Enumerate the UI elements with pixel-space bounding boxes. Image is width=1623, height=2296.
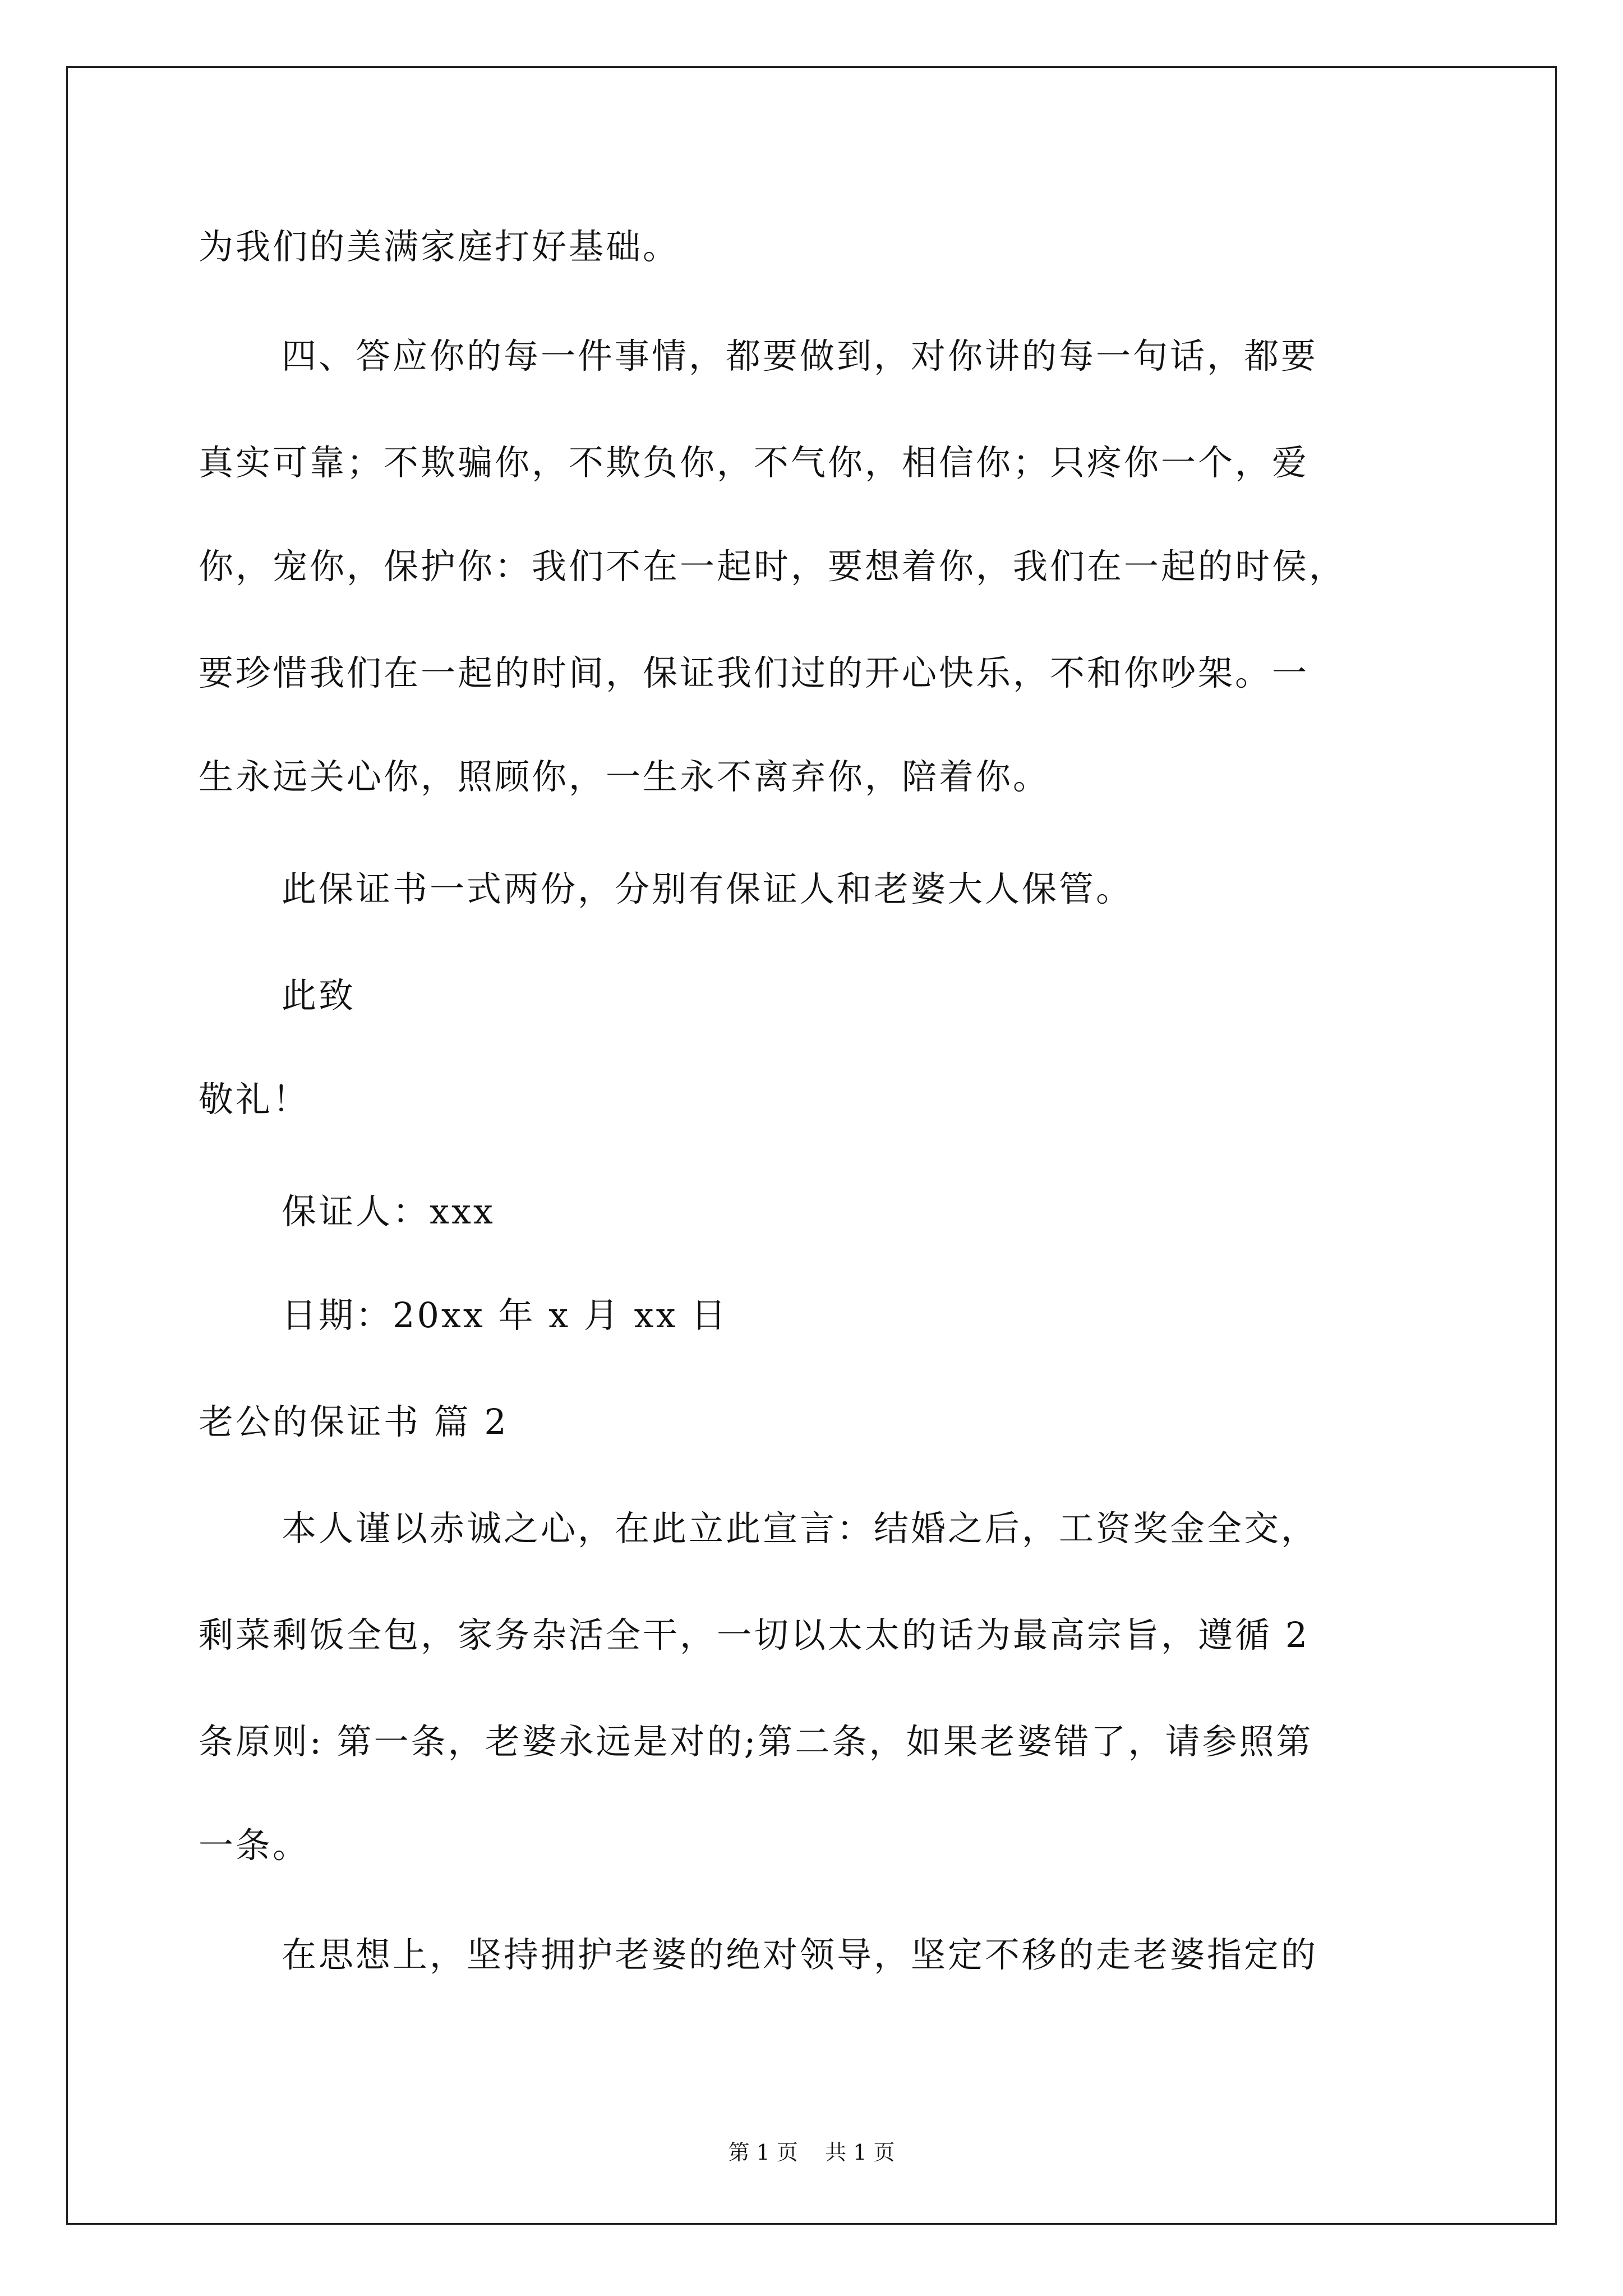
text-line: 你，宠你，保护你：我们不在一起时，要想着你，我们在一起的时侯， [199, 546, 1347, 587]
salutation-line: 敬礼！ [199, 1079, 310, 1120]
text-line: 生永远关心你，照顾你，一生永不离弃你，陪着你。 [199, 756, 1050, 797]
salutation-line: 此致 [282, 975, 356, 1016]
page-border [66, 66, 1557, 2225]
text-line: 本人谨以赤诚之心，在此立此宣言：结婚之后，工资奖金全交， [282, 1508, 1318, 1549]
page-number: 第 1 页 共 1 页 [728, 2140, 895, 2165]
text-line: 要珍惜我们在一起的时间，保证我们过的开心快乐，不和你吵架。一 [199, 652, 1310, 693]
date-line: 日期：20xx 年 x 月 xx 日 [282, 1295, 728, 1336]
text-line: 真实可靠；不欺骗你，不欺负你，不气你，相信你；只疼你一个，爱 [199, 442, 1310, 483]
text-line: 在思想上，坚持拥护老婆的绝对领导，坚定不移的走老婆指定的 [282, 1934, 1318, 1975]
signer-line: 保证人：xxx [282, 1191, 495, 1232]
text-line: 条原则: 第一条，老婆永远是对的;第二条，如果老婆错了，请参照第 [199, 1721, 1313, 1762]
text-line: 剩菜剩饭全包，家务杂活全干，一切以太太的话为最高宗旨，遵循 2 [199, 1614, 1310, 1655]
text-line: 一条。 [199, 1825, 310, 1866]
text-line: 此保证书一式两份，分别有保证人和老婆大人保管。 [282, 868, 1133, 909]
text-line: 四、答应你的每一件事情，都要做到，对你讲的每一句话，都要 [282, 335, 1318, 376]
section-title: 老公的保证书 篇 2 [199, 1401, 509, 1442]
text-line: 为我们的美满家庭打好基础。 [199, 226, 680, 267]
